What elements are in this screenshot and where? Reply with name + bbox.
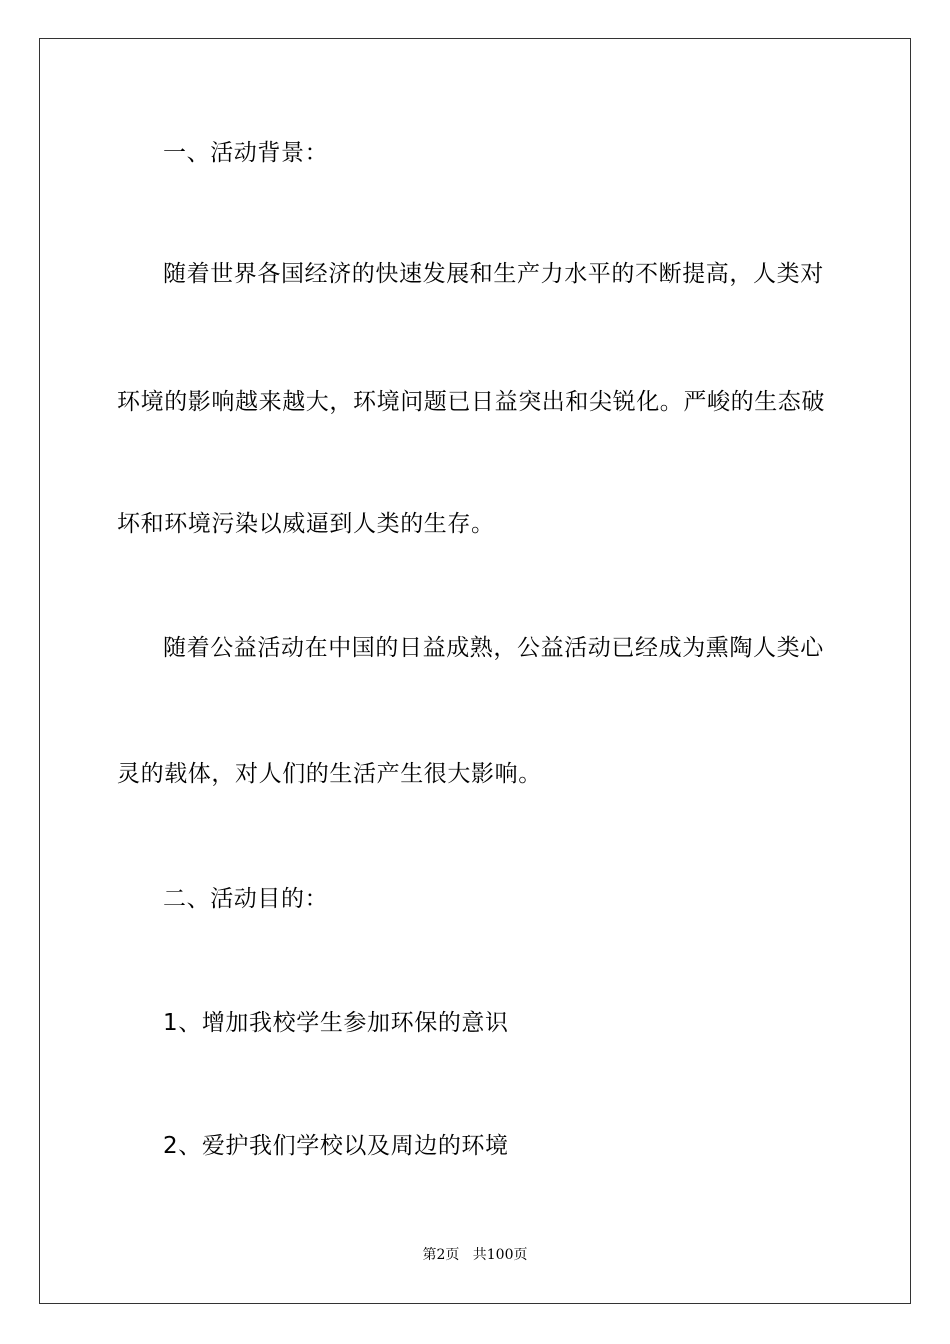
list-item: 2、爱护我们学校以及周边的环境 — [163, 1133, 509, 1159]
paragraph-line: 坏和环境污染以威逼到人类的生存。 — [117, 511, 495, 537]
paragraph-line: 随着公益活动在中国的日益成熟，公益活动已经成为熏陶人类心 — [163, 635, 824, 661]
section-heading-purpose: 二、活动目的： — [163, 886, 329, 912]
page-number-footer: 第2页 共100页 — [422, 1247, 528, 1263]
page-border — [39, 38, 911, 1304]
section-heading-background: 一、活动背景： — [163, 140, 329, 166]
paragraph-line: 环境的影响越来越大，环境问题已日益突出和尖锐化。严峻的生态破 — [117, 389, 825, 415]
list-item: 1、增加我校学生参加环保的意识 — [163, 1010, 509, 1036]
paragraph-line: 灵的载体，对人们的生活产生很大影响。 — [117, 761, 542, 787]
paragraph-line: 随着世界各国经济的快速发展和生产力水平的不断提高，人类对 — [163, 261, 824, 287]
